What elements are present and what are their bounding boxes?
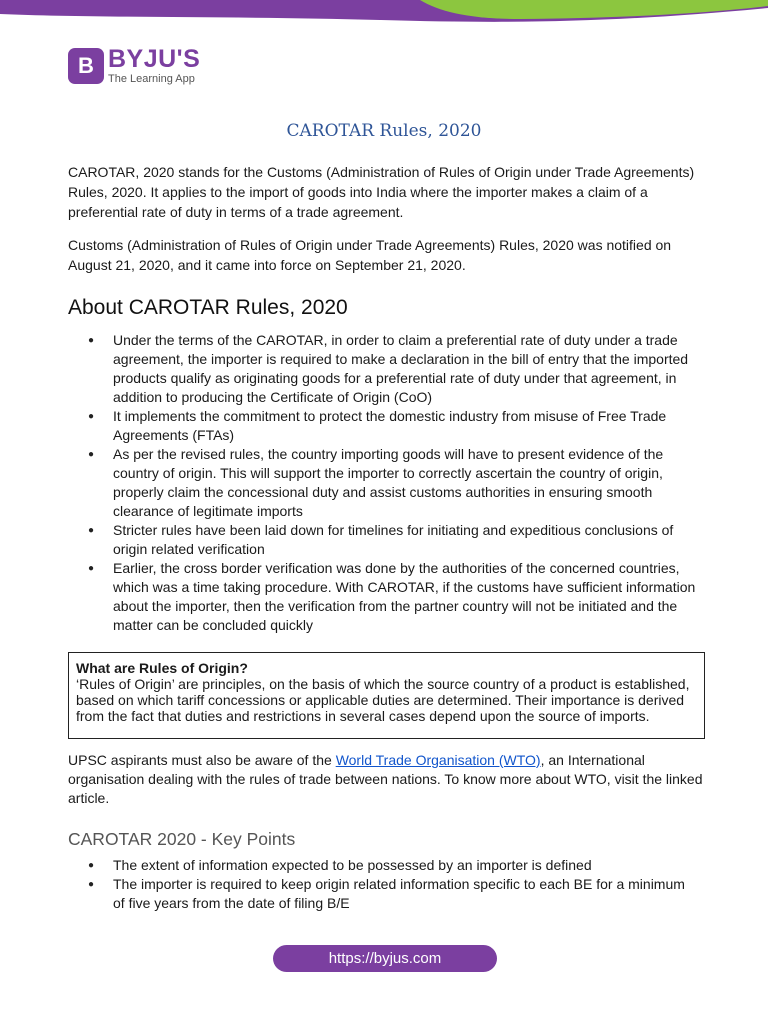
list-item: ● The extent of information expected to be possessed by an importer is defined — [68, 856, 698, 875]
wto-text-before: UPSC aspirants must also be aware of the — [68, 752, 336, 768]
list-item: ● It implements the commitment to protect the domestic industry from misuse of Free Trade Agreements (FTAs) — [68, 407, 698, 445]
byjus-logo[interactable] — [68, 47, 200, 85]
logo-name: BYJU'S — [108, 45, 201, 73]
about-list — [68, 331, 698, 635]
logo-mark: B — [68, 48, 104, 84]
list-item: ● Stricter rules have been laid down for timelines for initiating and expeditious conclusions of origin related verification — [68, 521, 698, 559]
list-item: ● Earlier, the cross border verification was done by the authorities of the concerned countries, which was a time taking procedure. With CAROTAR, if the customs have sufficient information about the importer, then the verification from the partner country will not be initiated and the matter can be concluded quickly — [68, 559, 698, 635]
key-points-heading: CAROTAR 2020 - Key Points — [68, 829, 296, 849]
about-heading: About CAROTAR Rules, 2020 — [68, 296, 348, 319]
logo-tagline: The Learning App — [108, 73, 195, 85]
page-title: CAROTAR Rules, 2020 — [286, 121, 482, 141]
key-points-list — [68, 856, 698, 913]
rules-of-origin-box — [68, 652, 705, 739]
list-item: ● The importer is required to keep origin related information specific to each BE for a minimum of five years from the date of filing B/E — [68, 875, 698, 913]
wto-text-after: , an International organisation dealing with the rules of trade between nations. To know more about WTO, visit the linked article. — [68, 752, 703, 806]
intro-paragraph-1: CAROTAR, 2020 stands for the Customs (Administration of Rules of Origin under Trade Agreements) Rules, 2020. It applies to the import of goods into India where the importer makes a claim of a preferential rate of duty in terms of a trade agreement. — [68, 164, 695, 220]
wto-paragraph — [68, 751, 703, 808]
box-text: ‘Rules of Origin’ are principles, on the basis of which the source country of a product is established, based on which tariff concessions or applicable duties are determined. Their importance is derived from the fact that duties and restrictions in several cases depend upon the source of imports. — [76, 676, 690, 724]
list-item: ● As per the revised rules, the country importing goods will have to present evidence of the country of origin. This will support the importer to correctly ascertain the country of origin, properly claim the concessional duty and assist customs authorities in ensuring smooth clearance of legitimate imports — [68, 445, 698, 521]
intro-paragraph-2: Customs (Administration of Rules of Origin under Trade Agreements) Rules, 2020 was notified on August 21, 2020, and it came into force on September 21, 2020. — [68, 237, 672, 273]
box-title: What are Rules of Origin? — [76, 660, 248, 676]
header-band — [0, 0, 768, 24]
list-item: ● Under the terms of the CAROTAR, in order to claim a preferential rate of duty under a trade agreement, the importer is required to make a declaration in the bill of entry that the imported products qualify as originating goods for a preferential rate of duty under that agreement, in addition to producing the Certificate of Origin (CoO) — [68, 331, 698, 407]
wto-link[interactable]: World Trade Organisation (WTO) — [335, 752, 541, 768]
website-link[interactable]: https://byjus.com — [273, 945, 497, 972]
